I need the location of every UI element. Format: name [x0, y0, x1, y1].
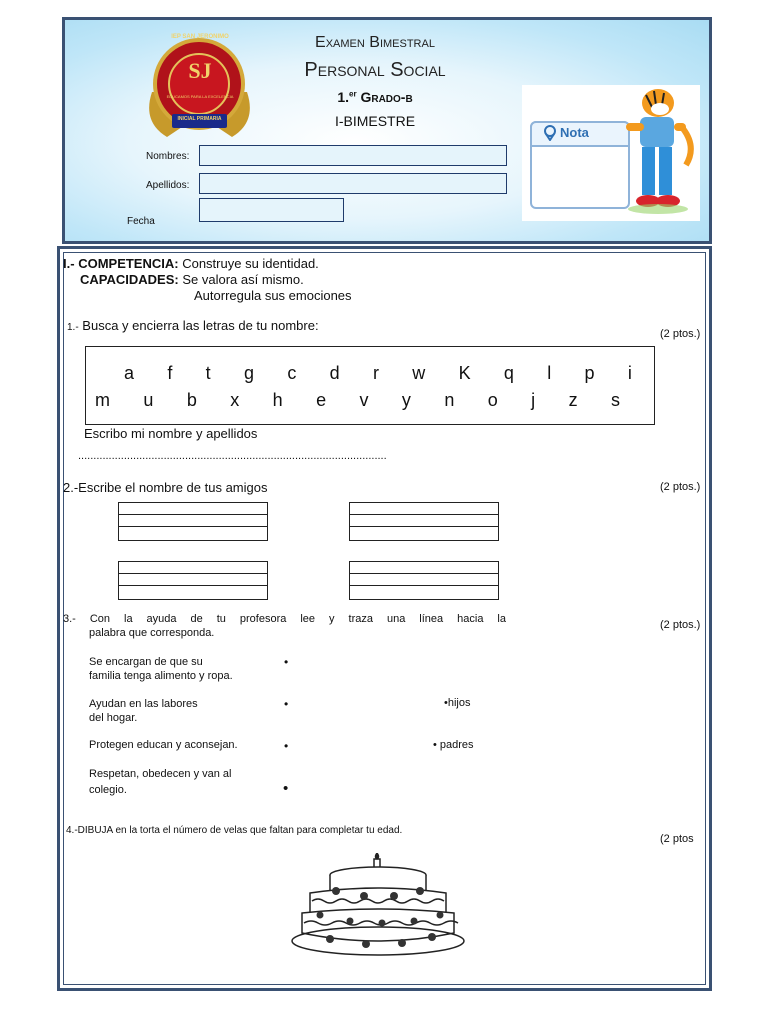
- fecha-field[interactable]: [199, 198, 344, 222]
- q3-left-dot[interactable]: •: [284, 697, 289, 711]
- letter-cell[interactable]: u: [143, 390, 154, 410]
- nombres-label: Nombres:: [146, 151, 190, 162]
- cake-drawing[interactable]: [290, 853, 466, 963]
- exam-title: Examen Bimestral: [315, 34, 435, 51]
- logo-level: INICIAL PRIMARIA: [177, 116, 222, 122]
- letter-cell[interactable]: t: [205, 363, 211, 383]
- q3-left-dot[interactable]: •: [284, 739, 289, 753]
- grade-prefix: 1.: [337, 89, 349, 105]
- q1-write-prompt: Escribo mi nombre y apellidos: [84, 426, 258, 441]
- q3-item-3: Protegen educan y aconsejan.: [89, 739, 238, 751]
- letter-cell[interactable]: f: [167, 363, 173, 383]
- letter-cell[interactable]: d: [329, 363, 340, 383]
- q3-number: 3.-: [63, 613, 76, 625]
- q3-item-1: [89, 655, 233, 683]
- grade-label: [245, 89, 505, 105]
- letter-cell[interactable]: i: [627, 363, 632, 383]
- tiger-mascot: [618, 85, 700, 221]
- letter-cell[interactable]: w: [412, 363, 426, 383]
- location-pin-icon: [542, 125, 558, 141]
- friend-name-box[interactable]: [118, 561, 268, 600]
- q3-prompt: [63, 613, 506, 639]
- grade-super: er: [349, 89, 357, 99]
- q2-points: (2 ptos.): [660, 481, 701, 493]
- letter-cell[interactable]: a: [124, 363, 135, 383]
- logo-name: IEP SAN JERONIMO: [171, 34, 229, 40]
- q3-item-line: colegio.: [89, 784, 127, 796]
- q3-item-line: Respetan, obedecen y van al: [89, 768, 232, 780]
- letter-cell[interactable]: r: [372, 363, 379, 383]
- nombres-field[interactable]: [199, 145, 507, 166]
- competencia-value: Construye su identidad.: [182, 256, 319, 271]
- nota-panel: [522, 85, 700, 221]
- letter-cell[interactable]: l: [547, 363, 552, 383]
- friend-name-box[interactable]: [349, 561, 499, 600]
- letter-row-2: [95, 390, 620, 411]
- letter-cell[interactable]: m: [95, 390, 110, 410]
- letter-cell[interactable]: z: [568, 390, 578, 410]
- friend-name-box[interactable]: [349, 502, 499, 541]
- q3-left-dot[interactable]: •: [283, 780, 289, 797]
- q1-points: (2 ptos.): [660, 328, 701, 340]
- q3-answer-hijos[interactable]: •hijos: [444, 697, 471, 709]
- letter-cell[interactable]: h: [272, 390, 283, 410]
- section-numeral: I.-: [63, 256, 75, 271]
- letter-cell[interactable]: v: [359, 390, 369, 410]
- q1-prompt: Busca y encierra las letras de tu nombre:: [82, 318, 319, 333]
- nota-label: Nota: [560, 125, 589, 140]
- q3-prompt-line2: palabra que corresponda.: [89, 627, 215, 639]
- q3-item-line: Ayudan en las labores: [89, 698, 198, 710]
- q4-prompt: 4.-DIBUJA en la torta el número de velas que faltan para completar tu edad.: [66, 825, 403, 836]
- q1-number: 1.-: [67, 322, 79, 333]
- letter-cell[interactable]: p: [584, 363, 595, 383]
- q3-points: (2 ptos.): [660, 619, 701, 631]
- q2-prompt: 2.-Escribe el nombre de tus amigos: [63, 480, 268, 495]
- letter-cell[interactable]: g: [243, 363, 254, 383]
- apellidos-label: Apellidos:: [146, 180, 190, 191]
- letter-grid: [85, 346, 655, 425]
- capacidades-line: [80, 272, 304, 287]
- subject-title: Personal Social: [304, 59, 446, 81]
- q3-item-line: familia tenga alimento y ropa.: [89, 670, 233, 682]
- letter-cell[interactable]: e: [316, 390, 327, 410]
- letter-cell[interactable]: q: [503, 363, 514, 383]
- logo-banner: EDUCAMOS PARA LA EXCELENCIA: [166, 94, 234, 99]
- q1-prompt-line: [67, 318, 319, 333]
- q3-item-line: Se encargan de que su: [89, 656, 203, 668]
- letter-cell[interactable]: K: [458, 363, 471, 383]
- q3-left-dot[interactable]: •: [284, 655, 289, 669]
- q3-item-2: [89, 697, 198, 725]
- letter-cell[interactable]: y: [401, 390, 411, 410]
- fecha-label: Fecha: [127, 216, 155, 227]
- q4-points: (2 ptos: [660, 833, 694, 845]
- competencia-line: [63, 256, 319, 271]
- letter-cell[interactable]: x: [230, 390, 240, 410]
- capacidad-1: Se valora así mismo.: [182, 272, 304, 287]
- letter-cell[interactable]: b: [186, 390, 197, 410]
- competencia-label: COMPETENCIA:: [78, 256, 179, 271]
- period-label: I-BIMESTRE: [334, 113, 416, 129]
- friend-name-box[interactable]: [118, 502, 268, 541]
- letter-row-1: [124, 363, 632, 384]
- capacidades-label: CAPACIDADES:: [80, 272, 179, 287]
- q3-item-line: del hogar.: [89, 712, 138, 724]
- school-logo: [142, 32, 257, 144]
- exam-header: [62, 17, 712, 244]
- letter-cell[interactable]: s: [610, 390, 620, 410]
- q1-answer-line[interactable]: .....................................................................................................: [78, 450, 387, 462]
- grade-suffix: Grado-b: [360, 89, 413, 105]
- letter-cell[interactable]: o: [487, 390, 498, 410]
- letter-cell[interactable]: n: [444, 390, 455, 410]
- capacidad-2: Autorregula sus emociones: [194, 288, 352, 303]
- q3-answer-padres[interactable]: • padres: [433, 739, 474, 751]
- q3-item-4: [89, 766, 232, 798]
- apellidos-field[interactable]: [199, 173, 507, 194]
- letter-cell[interactable]: j: [531, 390, 536, 410]
- letter-cell[interactable]: c: [287, 363, 297, 383]
- q3-prompt-line1: Con la ayuda de tu profesora lee y traza una línea hacia la: [89, 613, 506, 625]
- logo-initials: SJ: [188, 58, 212, 83]
